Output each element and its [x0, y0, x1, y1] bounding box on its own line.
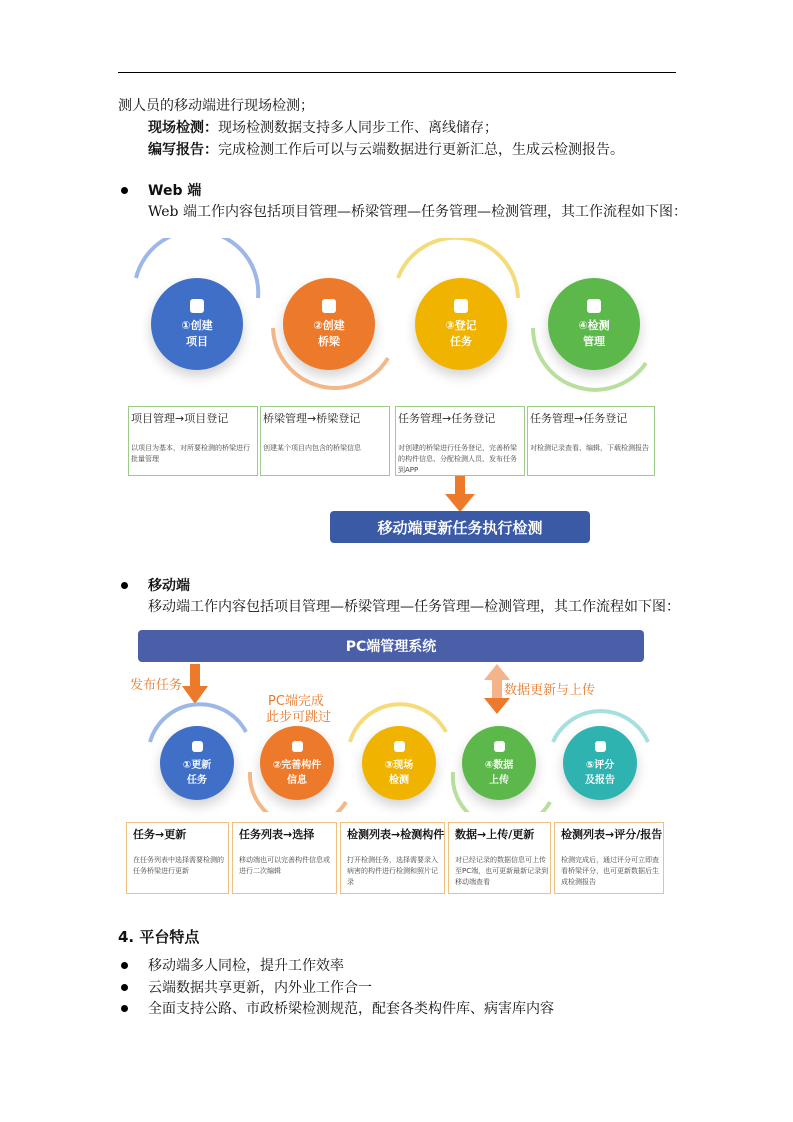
write-report-text: 完成检测工作后可以与云端数据进行更新汇总，生成云检测报告。: [218, 142, 624, 158]
grid-icon: [595, 741, 606, 752]
mobile-step-5: [563, 726, 637, 800]
mobile-workflow-figure: [118, 622, 666, 900]
web-step-2: [283, 278, 375, 370]
document-icon: [292, 741, 303, 752]
web-step-1-line2: 项目: [186, 335, 208, 348]
document-icon: [322, 299, 336, 313]
skip-label-1: PC端完成: [268, 694, 324, 709]
skip-label-2: 此步可跳过: [266, 710, 332, 725]
web-step-1: [151, 278, 243, 370]
mobile-section-desc: 移动端工作内容包括项目管理—桥梁管理—任务管理—检测管理，其工作流程如下图：: [148, 599, 680, 615]
web-box-1: [128, 406, 258, 476]
features-heading: 4. 平台特点: [118, 928, 200, 946]
web-box-2-title: 桥梁管理→桥梁登记: [263, 412, 361, 425]
publish-arrow-icon: [182, 664, 208, 704]
web-step-1-line1: ①创建: [181, 319, 213, 332]
sync-label: 数据更新与上传: [504, 683, 596, 698]
users-icon: [587, 299, 601, 313]
web-box-4: [527, 406, 655, 476]
mobile-section-heading: 移动端: [148, 578, 190, 594]
web-step-4-line2: 管理: [583, 335, 605, 348]
bullet-dot: [121, 1005, 128, 1012]
web-bottom-bar: 移动端更新任务执行检测: [330, 511, 590, 543]
mobile-step-1: [160, 726, 234, 800]
mobile-step-3-line1: ③现场: [384, 759, 414, 771]
header-rule: [118, 72, 676, 73]
web-box-3: [395, 406, 525, 476]
bullet-dot: [121, 582, 128, 589]
mobile-box-2-title: 任务列表→选择: [239, 828, 315, 841]
mobile-box-2: [232, 822, 337, 894]
mobile-box-1: [126, 822, 229, 894]
mobile-step-5-line2: 及报告: [585, 774, 615, 786]
web-section-heading: Web 端: [148, 183, 202, 199]
web-step-4: [548, 278, 640, 370]
folder-icon: [394, 741, 405, 752]
web-step-3-line1: ③登记: [445, 319, 477, 332]
feature-item-2: 云端数据共享更新，内外业工作合一: [148, 980, 372, 996]
mobile-step-1-line2: 任务: [187, 774, 207, 786]
mobile-box-3: [340, 822, 445, 894]
bullet-dot: [121, 962, 128, 969]
users-icon: [494, 741, 505, 752]
intro-line: 测人员的移动端进行现场检测；: [118, 98, 314, 114]
field-check-text: 现场检测数据支持多人同步工作、离线储存；: [218, 120, 498, 136]
mobile-step-2: [260, 726, 334, 800]
mobile-box-3-title: 检测列表→检测构件: [347, 828, 445, 841]
mobile-step-3: [362, 726, 436, 800]
mobile-box-2-desc: 移动端也可以完善构件信息或进行二次编辑: [239, 856, 330, 875]
mobile-step-1-line1: ①更新: [182, 759, 212, 771]
mobile-step-4-line2: 上传: [489, 774, 509, 786]
web-box-2: [260, 406, 390, 476]
mobile-step-3-line2: 检测: [389, 774, 409, 786]
web-workflow-figure: [118, 238, 666, 550]
bullet-dot: [121, 984, 128, 991]
publish-task-label: 发布任务: [130, 678, 183, 693]
write-report-line: [148, 141, 624, 159]
web-step-3: [415, 278, 507, 370]
web-box-3-desc: 对创建的桥梁进行任务登记，完善桥梁的构件信息、分配检测人员、发布任务到APP: [398, 444, 517, 474]
mobile-step-2-line1: ②完善构件: [272, 759, 322, 771]
web-box-4-title: 任务管理→任务登记: [530, 412, 628, 425]
web-box-3-title: 任务管理→任务登记: [398, 412, 496, 425]
web-step-2-line1: ②创建: [313, 319, 345, 332]
mobile-step-4: [462, 726, 536, 800]
write-report-label: 编写报告：: [148, 142, 218, 158]
mobile-step-2-line2: 信息: [287, 774, 307, 786]
mobile-box-4-desc: 对已经记录的数据信息可上传至PC端，也可更新最新记录到移动端查看: [455, 856, 549, 886]
mobile-box-1-title: 任务→更新: [133, 828, 187, 841]
clipboard-icon: [192, 741, 203, 752]
mobile-step-5-line1: ⑤评分: [585, 759, 615, 771]
mobile-step-4-line1: ④数据: [484, 759, 514, 771]
web-step-4-line1: ④检测: [578, 319, 610, 332]
web-box-4-desc: 对检测记录查看、编辑，下载检测报告: [530, 444, 649, 452]
web-box-1-desc: 以项目为基本，对所要检测的桥梁进行批量管理: [131, 444, 250, 463]
mobile-box-4-title: 数据→上传/更新: [455, 828, 535, 841]
mobile-box-5-title: 检测列表→评分/报告: [561, 828, 663, 841]
mobile-box-1-desc: 在任务列表中选择需要检测的任务桥梁进行更新: [133, 856, 224, 875]
folder-icon: [454, 299, 468, 313]
mobile-box-5-desc: 检测完成后，通过评分可立即查看桥梁评分，也可更新数据后生成检测报告: [561, 856, 659, 886]
mobile-box-3-desc: 打开检测任务，选择需要录入病害的构件进行检测和照片记录: [347, 856, 438, 886]
clipboard-icon: [190, 299, 204, 313]
down-arrow-icon: [445, 476, 475, 512]
web-step-3-line2: 任务: [450, 335, 472, 348]
feature-item-1: 移动端多人同检，提升工作效率: [148, 958, 344, 974]
web-section-desc: Web 端工作内容包括项目管理—桥梁管理—任务管理—检测管理，其工作流程如下图：: [148, 204, 687, 220]
mobile-top-bar: PC端管理系统: [138, 630, 644, 662]
web-step-2-line2: 桥梁: [318, 335, 340, 348]
mobile-box-4: [448, 822, 551, 894]
bullet-dot: [121, 187, 128, 194]
feature-item-3: 全面支持公路、市政桥梁检测规范，配套各类构件库、病害库内容: [148, 1001, 554, 1017]
mobile-box-5: [554, 822, 664, 894]
web-box-2-desc: 创建某个项目内包含的桥梁信息: [263, 444, 361, 452]
field-check-line: [148, 119, 498, 137]
web-box-1-title: 项目管理→项目登记: [131, 412, 229, 425]
field-check-label: 现场检测：: [148, 120, 218, 136]
